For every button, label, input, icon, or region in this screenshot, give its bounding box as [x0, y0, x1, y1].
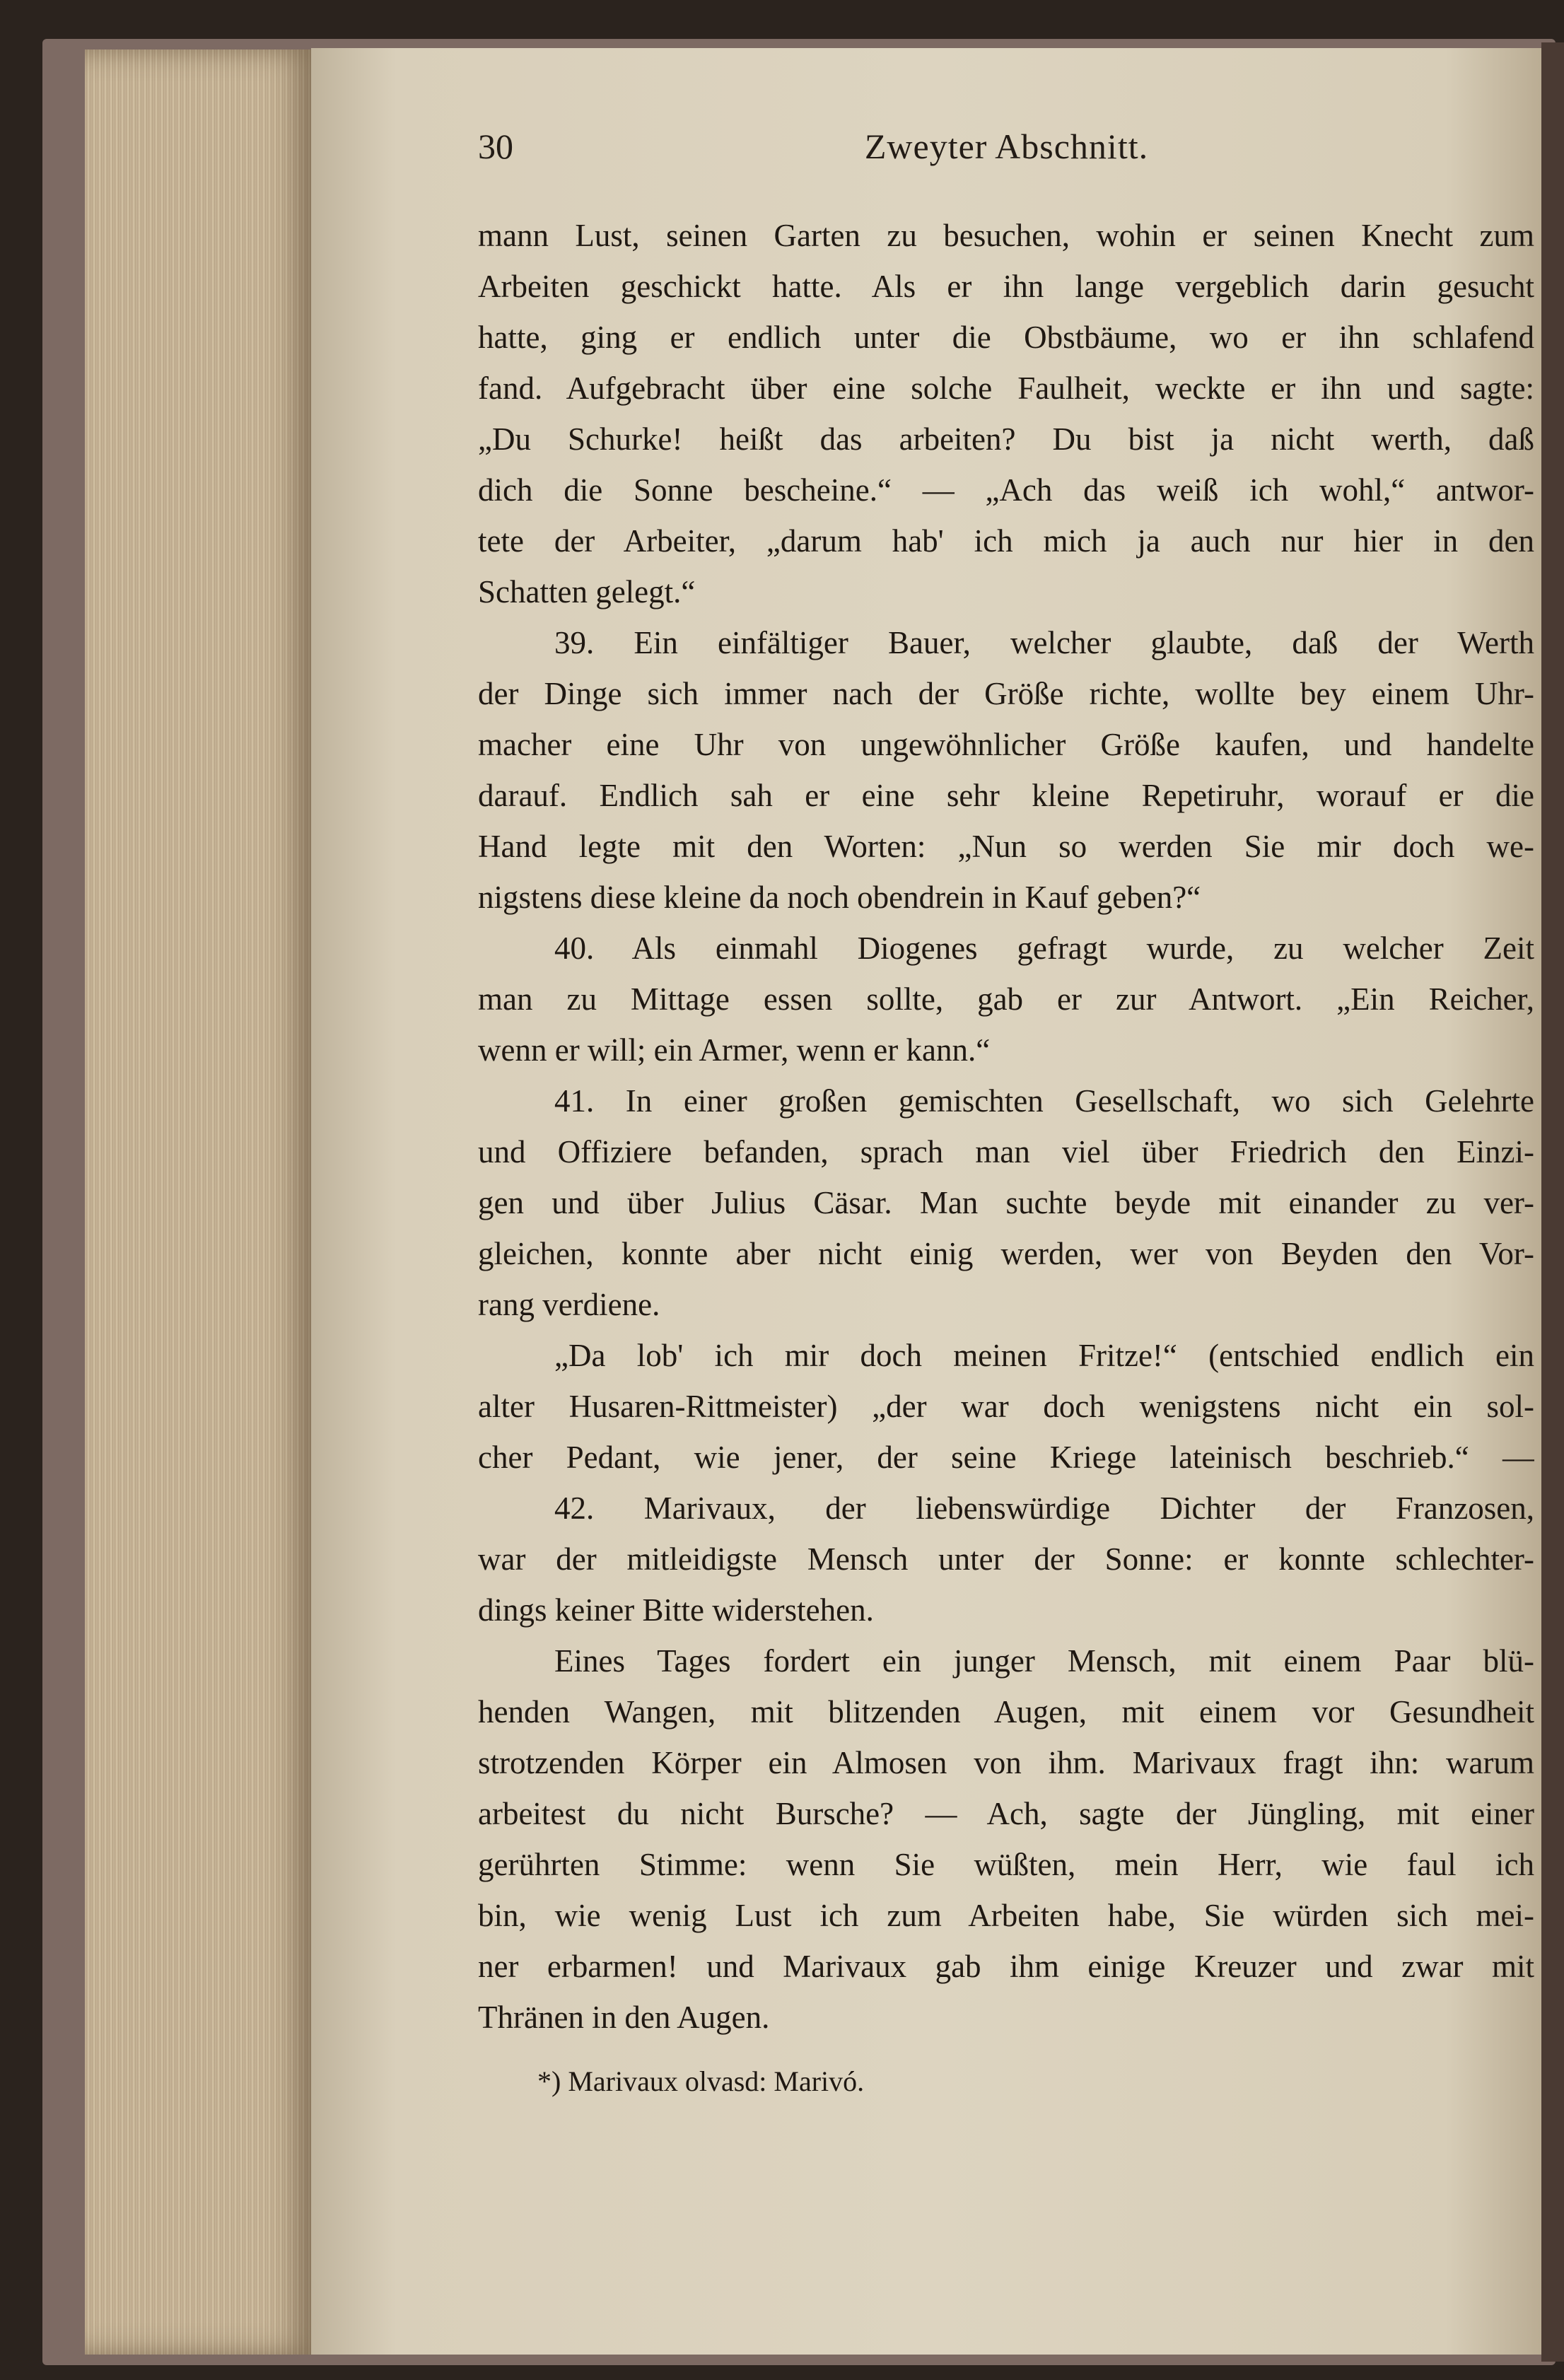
text-line: Eines Tages fordert ein junger Mensch, mit einem Paar blü-	[554, 1643, 1534, 1679]
text-line: nigstens diese kleine da noch obendrein in Kauf geben?“	[478, 880, 1201, 915]
text-line: tete der Arbeiter, „darum hab' ich mich ja auch nur hier in den	[478, 523, 1534, 559]
text-line: gerührten Stimme: wenn Sie wüßten, mein Herr, wie faul ich	[478, 1847, 1534, 1882]
page-edges	[85, 49, 318, 2355]
text-line: henden Wangen, mit blitzenden Augen, mit einem vor Gesundheit	[478, 1694, 1534, 1729]
text-line: strotzenden Körper ein Almosen von ihm. Marivaux fragt ihn: warum	[478, 1745, 1534, 1780]
text-line: arbeitest du nicht Bursche? — Ach, sagte der Jüngling, mit einer	[478, 1796, 1534, 1831]
footnote: *) Marivaux olvasd: Marivó.	[537, 2065, 865, 2097]
text-line: rang verdiene.	[478, 1287, 660, 1322]
anecdote-42-start: 42. Marivaux, der liebenswürdige Dichter der Franzosen,	[554, 1491, 1534, 1526]
text-line: wenn er will; ein Armer, wenn er kann.“	[478, 1032, 991, 1068]
anecdote-40-start: 40. Als einmahl Diogenes gefragt wurde, zu welcher Zeit	[554, 931, 1534, 966]
text-line: macher eine Uhr von ungewöhnlicher Größe kaufen, und handelte	[478, 727, 1534, 762]
text-line: Arbeiten geschickt hatte. Als er ihn lange vergeblich darin gesucht	[478, 269, 1534, 304]
page-number: 30	[478, 127, 513, 166]
text-line: fand. Aufgebracht über eine solche Faulheit, weckte er ihn und sagte:	[478, 371, 1534, 406]
text-line: Schatten gelegt.“	[478, 574, 696, 609]
text-line: „Du Schurke! heißt das arbeiten? Du bist ja nicht werth, daß	[478, 421, 1534, 457]
body-text	[478, 210, 1534, 2043]
text-line: darauf. Endlich sah er eine sehr kleine Repetiruhr, worauf er die	[478, 778, 1534, 813]
text-line: dich die Sonne bescheine.“ — „Ach das weiß ich wohl,“ antwor-	[478, 472, 1534, 508]
text-line: war der mitleidigste Mensch unter der Sonne: er konnte schlechter-	[478, 1541, 1534, 1577]
text-line: bin, wie wenig Lust ich zum Arbeiten habe, Sie würden sich mei-	[478, 1898, 1534, 1933]
text-line: cher Pedant, wie jener, der seine Kriege lateinisch beschrieb.“ —	[478, 1440, 1534, 1475]
text-line: gen und über Julius Cäsar. Man suchte beyde mit einander zu ver-	[478, 1185, 1534, 1220]
anecdote-39-start: 39. Ein einfältiger Bauer, welcher glaubte, daß der Werth	[554, 625, 1534, 660]
running-title: Zweyter Abschnitt.	[864, 127, 1149, 166]
text-line: der Dinge sich immer nach der Größe richte, wollte bey einem Uhr-	[478, 676, 1534, 711]
anecdote-41-start: 41. In einer großen gemischten Gesellschaft, wo sich Gelehrte	[554, 1083, 1534, 1119]
text-line: Hand legte mit den Worten: „Nun so werden Sie mir doch we-	[478, 829, 1534, 864]
page-header	[478, 126, 1535, 175]
text-line: und Offiziere befanden, sprach man viel über Friedrich den Einzi-	[478, 1134, 1534, 1169]
text-line: man zu Mittage essen sollte, gab er zur Antwort. „Ein Reicher,	[478, 981, 1534, 1017]
text-line: alter Husaren-Rittmeister) „der war doch wenigstens nicht ein sol-	[478, 1389, 1534, 1424]
text-line: mann Lust, seinen Garten zu besuchen, wohin er seinen Knecht zum	[478, 218, 1534, 253]
text-line: Thränen in den Augen.	[478, 2000, 770, 2035]
text-line: ner erbarmen! und Marivaux gab ihm einige Kreuzer und zwar mit	[478, 1949, 1534, 1984]
text-line: „Da lob' ich mir doch meinen Fritze!“ (entschied endlich ein	[554, 1338, 1534, 1373]
text-line: dings keiner Bitte widerstehen.	[478, 1592, 874, 1628]
text-line: hatte, ging er endlich unter die Obstbäume, wo er ihn schlafend	[478, 320, 1534, 355]
text-line: gleichen, konnte aber nicht einig werden, wer von Beyden den Vor-	[478, 1236, 1534, 1271]
right-cover-edge	[1541, 42, 1564, 2362]
